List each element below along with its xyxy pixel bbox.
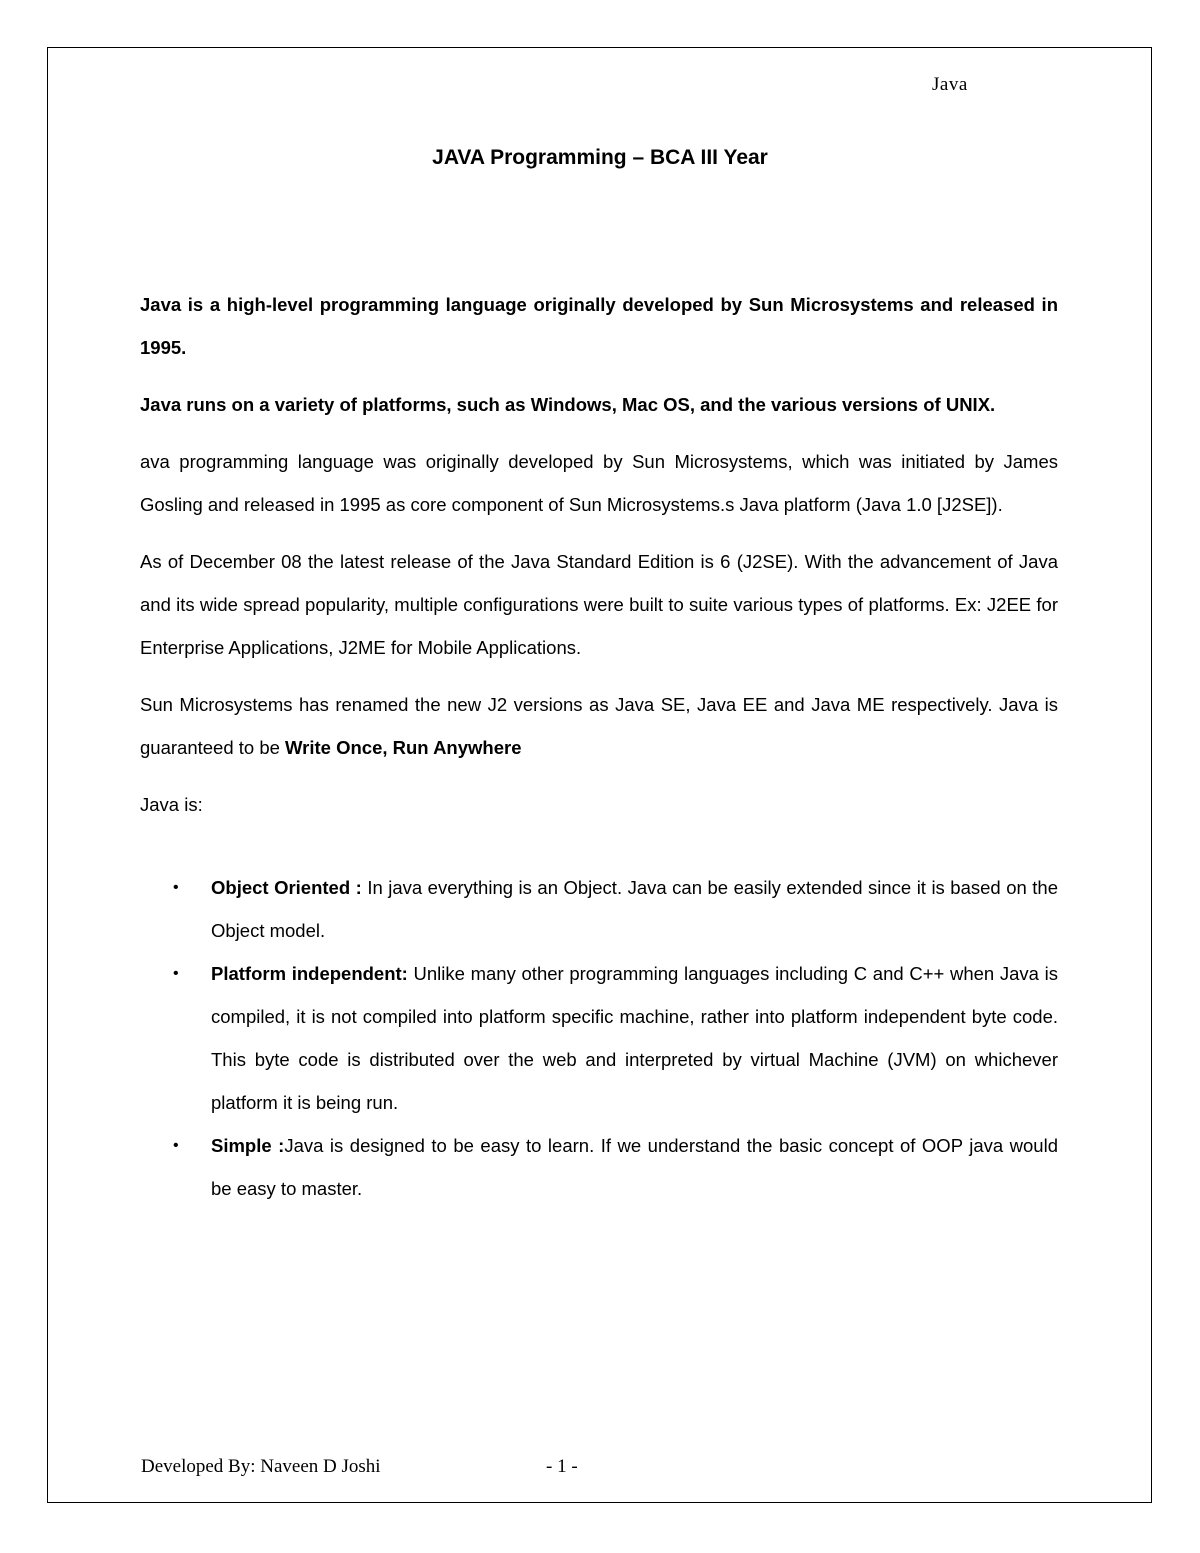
- feature-description: Unlike many other programming languages including C and C++ when Java is compiled, it is not compiled into platform specific machine, rather into platform independent byte code. This byte code is distributed over the web and interpreted by virtual Machine (JVM) on whichever platform it is being run.: [211, 963, 1058, 1113]
- history-paragraph: ava programming language was originally developed by Sun Microsystems, which was initiated by James Gosling and released in 1995 as core component of Sun Microsystems.s Java platform (Java 1.0 [J2SE]).: [140, 451, 1058, 515]
- feature-term: Platform independent:: [211, 963, 408, 984]
- list-item: [140, 952, 1058, 1124]
- renaming-paragraph: [140, 683, 1058, 769]
- feature-list: [140, 866, 1058, 1210]
- document-body: [140, 283, 1058, 1210]
- page-number: - 1 -: [546, 1456, 578, 1477]
- renaming-text: Sun Microsystems has renamed the new J2 versions as Java SE, Java EE and Java ME respectively. Java is guaranteed to be: [140, 694, 1058, 758]
- bullet-icon: •: [173, 965, 179, 982]
- feature-term: Simple :: [211, 1135, 285, 1156]
- feature-description: Java is designed to be easy to learn. If we understand the basic concept of OOP java would be easy to master.: [211, 1135, 1058, 1199]
- java-is-label: Java is:: [140, 794, 203, 815]
- platforms-paragraph: Java runs on a variety of platforms, such as Windows, Mac OS, and the various versions of UNIX.: [140, 394, 996, 415]
- running-header: Java: [932, 74, 968, 95]
- footer-author: Developed By: Naveen D Joshi: [141, 1456, 381, 1477]
- feature-term: Object Oriented :: [211, 877, 362, 898]
- document-title: JAVA Programming – BCA III Year: [432, 146, 768, 169]
- feature-description: In java everything is an Object. Java can be easily extended since it is based on the Object model.: [211, 877, 1059, 941]
- editions-paragraph: As of December 08 the latest release of the Java Standard Edition is 6 (J2SE). With the advancement of Java and its wide spread popularity, multiple configurations were built to suite various types of platforms. Ex: J2EE for Enterprise Applications, J2ME for Mobile Applications.: [140, 551, 1058, 658]
- bullet-icon: •: [173, 1137, 179, 1154]
- list-item: [140, 1124, 1058, 1210]
- intro-paragraph: Java is a high-level programming language originally developed by Sun Microsystems and released in 1995.: [140, 294, 1058, 358]
- list-item: [140, 866, 1058, 952]
- bullet-icon: •: [173, 879, 179, 896]
- wora-slogan: Write Once, Run Anywhere: [285, 737, 522, 758]
